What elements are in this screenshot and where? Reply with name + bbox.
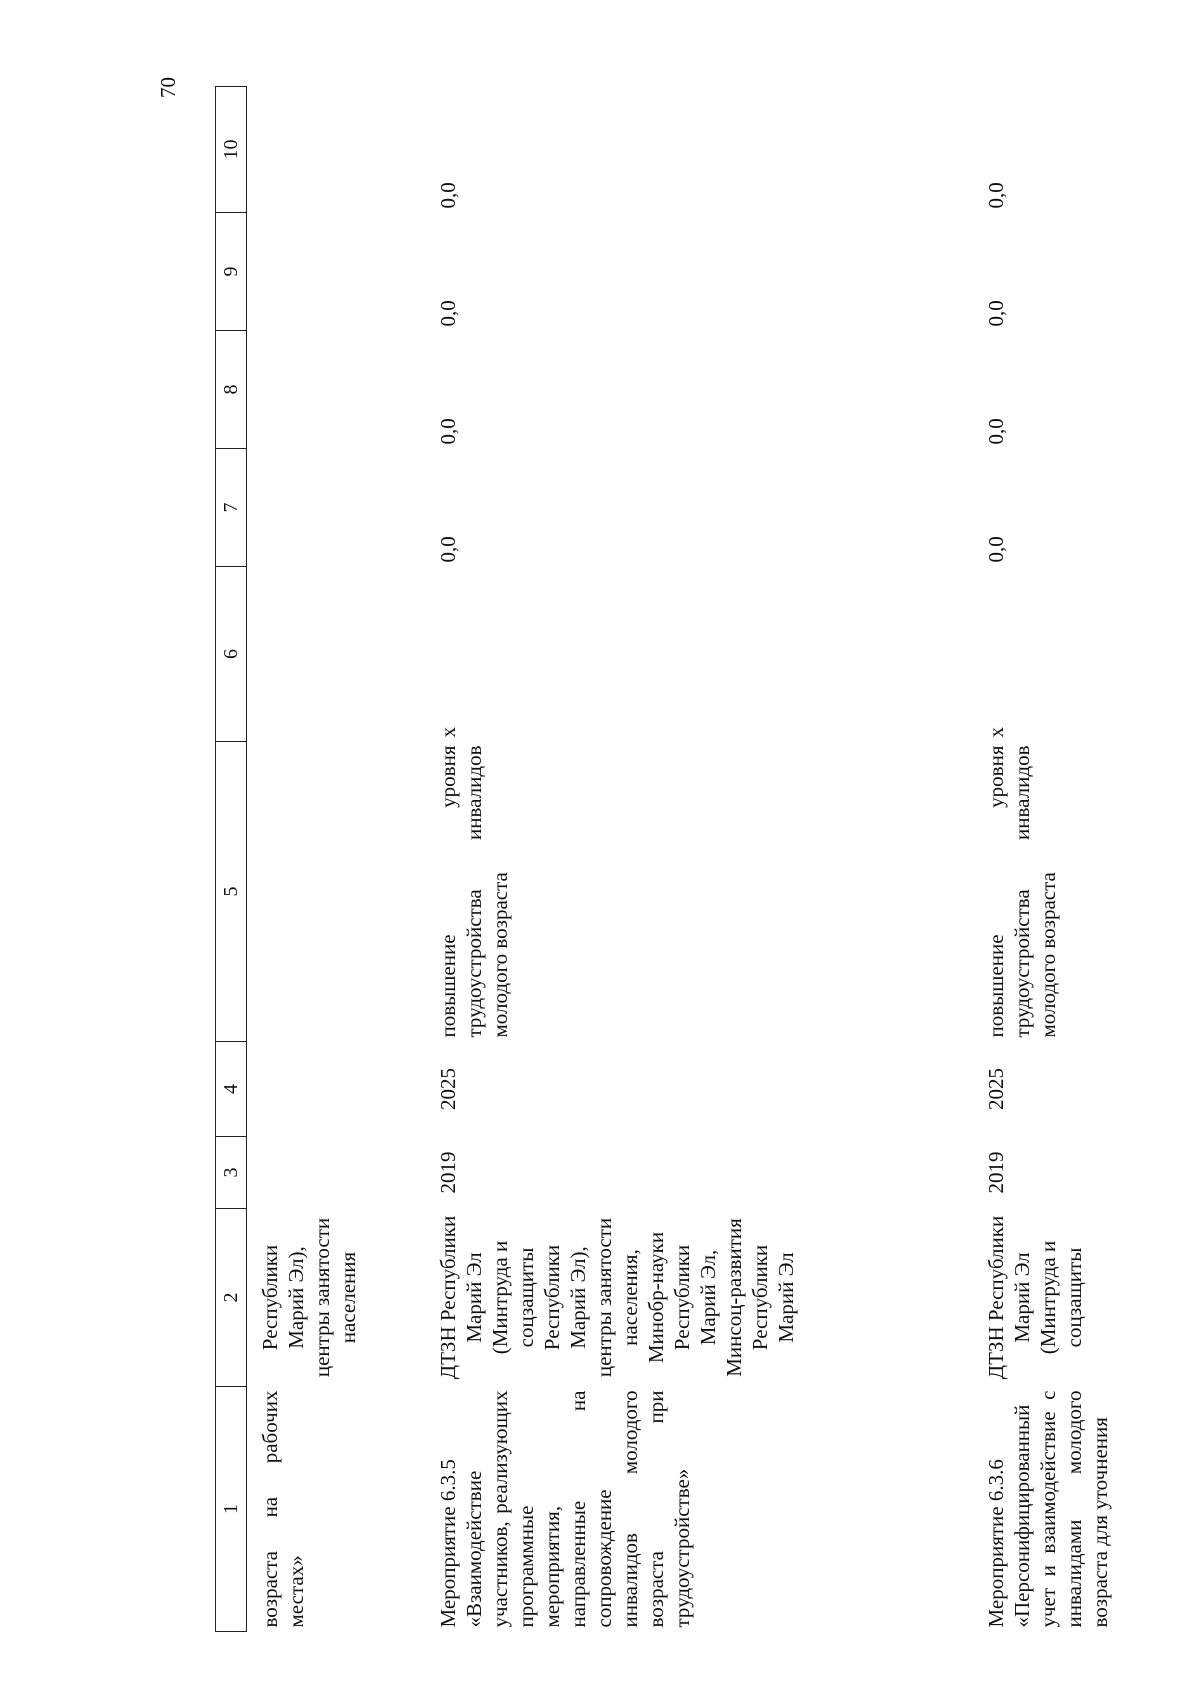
column-header: 1 <box>216 1387 247 1632</box>
column-10-cell: 0,0 <box>984 182 1008 209</box>
column-header: 8 <box>216 331 247 449</box>
column-7-cell <box>247 449 426 567</box>
column-header: 7 <box>216 449 247 567</box>
column-7-cell: 0,0 <box>436 536 460 563</box>
activity-cell <box>973 1387 1121 1632</box>
activity-cell <box>247 1387 426 1632</box>
activity-title: Мероприятие 6.3.5 <box>436 1459 460 1628</box>
column-header: 2 <box>216 1209 247 1387</box>
expected-result-cell <box>247 742 426 1042</box>
start-year-cell: 2019 <box>436 1151 460 1194</box>
activity-text: «Взаимодействие участников, реализующих программные мероприятия, направленные на сопровождение инвалидов молодого возраста при трудоустройстве» <box>462 1390 694 1628</box>
column-10-cell: 0,0 <box>436 182 460 209</box>
column-8-cell: 0,0 <box>436 418 460 445</box>
column-header: 10 <box>216 87 247 213</box>
activity-title: Мероприятие 6.3.6 <box>984 1459 1008 1628</box>
rotated-page-content <box>215 87 1115 1632</box>
column-header: 5 <box>216 742 247 1042</box>
column-6-cell: x <box>436 727 460 738</box>
column-6-cell <box>247 567 426 742</box>
activity-text: «Персонифицированный учет и взаимодействие с инвалидами молодого возраста для уточнения <box>1010 1390 1112 1628</box>
expected-result-cell: повышение уровня трудоустройства инвалидов молодого возраста <box>984 745 1060 1038</box>
table-row <box>973 87 1121 1632</box>
end-year-cell <box>247 1042 426 1137</box>
executor-cell: ДТЗН Республики Марий Эл (Минтруда и соцзащиты <box>984 1215 1086 1380</box>
end-year-cell: 2025 <box>984 1068 1008 1110</box>
column-9-cell: 0,0 <box>984 300 1008 327</box>
column-header: 3 <box>216 1137 247 1209</box>
program-activities-table <box>215 86 1121 1632</box>
table-row <box>425 87 973 1632</box>
expected-result-cell: повышение уровня трудоустройства инвалидов молодого возраста <box>436 745 512 1038</box>
executor-cell: Республики Марий Эл), центры занятости населения <box>258 1217 360 1378</box>
activity-text: возраста на рабочих местах» <box>258 1390 308 1628</box>
column-7-cell: 0,0 <box>984 536 1008 563</box>
end-year-cell: 2025 <box>436 1068 460 1110</box>
column-8-cell <box>247 331 426 449</box>
page-number: 70 <box>156 77 180 98</box>
executor-cell: ДТЗН Республики Марий Эл (Минтруда и соцзащиты Республики Марий Эл), центры занятости населения, Минобр-науки Республики Марий Эл, Минсоц-развития Республики Марий Эл <box>436 1215 798 1380</box>
activity-cell <box>425 1387 973 1632</box>
start-year-cell: 2019 <box>984 1151 1008 1194</box>
start-year-cell <box>247 1137 426 1209</box>
column-9-cell: 0,0 <box>436 300 460 327</box>
column-header: 9 <box>216 213 247 331</box>
column-number-header-row <box>216 87 247 1632</box>
column-9-cell <box>247 213 426 331</box>
column-header: 6 <box>216 567 247 742</box>
column-header: 4 <box>216 1042 247 1137</box>
column-8-cell: 0,0 <box>984 418 1008 445</box>
column-6-cell: x <box>984 727 1008 738</box>
table-row <box>247 87 426 1632</box>
column-10-cell <box>247 87 426 213</box>
